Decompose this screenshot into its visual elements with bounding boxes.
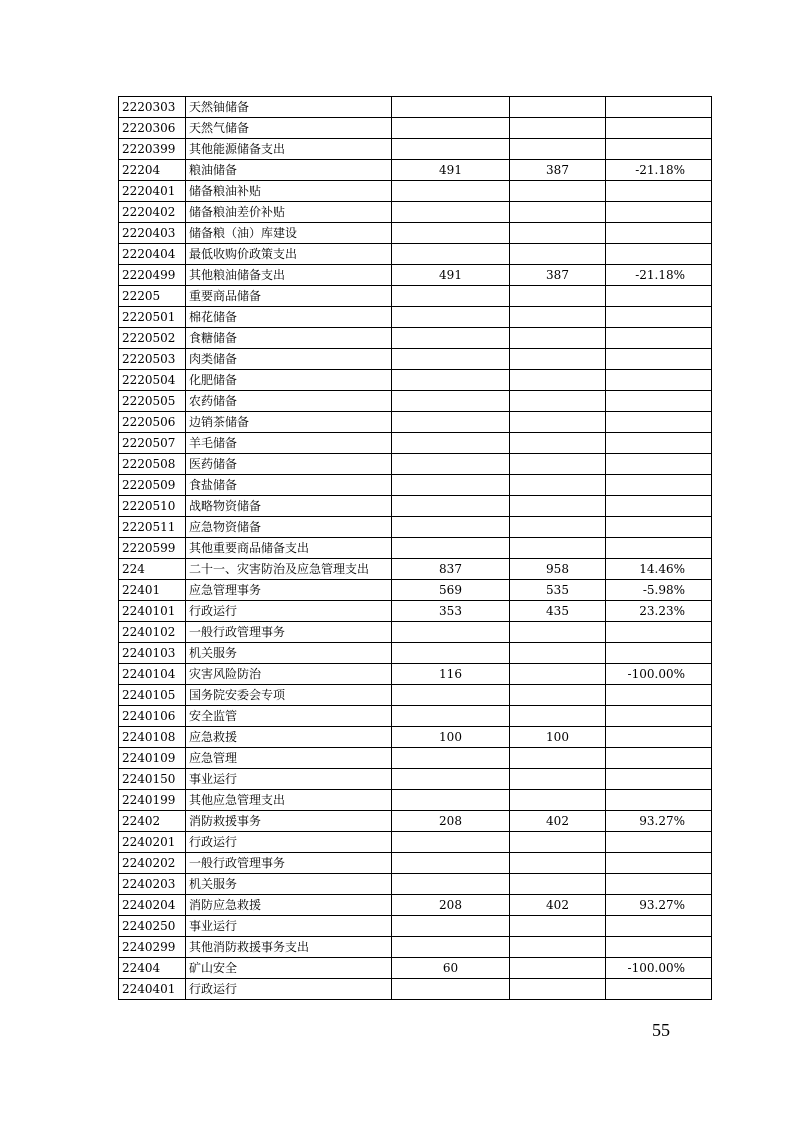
item-code-cell: 2220509 (119, 475, 186, 496)
change-percent-cell (606, 496, 712, 517)
change-percent-cell (606, 223, 712, 244)
item-code-cell: 2220505 (119, 391, 186, 412)
change-percent-cell: -5.98% (606, 580, 712, 601)
current-year-amount-cell (510, 706, 606, 727)
item-code-cell: 2240201 (119, 832, 186, 853)
change-percent-cell: 93.27% (606, 811, 712, 832)
table-row (119, 328, 712, 349)
previous-year-amount-cell (392, 643, 510, 664)
item-code-cell: 2220501 (119, 307, 186, 328)
item-name-cell: 一般行政管理事务 (186, 622, 392, 643)
item-code-cell: 2240105 (119, 685, 186, 706)
current-year-amount-cell: 100 (510, 727, 606, 748)
item-code-cell: 2240199 (119, 790, 186, 811)
previous-year-amount-cell (392, 685, 510, 706)
item-name-cell: 边销茶储备 (186, 412, 392, 433)
item-name-cell: 灾害风险防治 (186, 664, 392, 685)
change-percent-cell (606, 412, 712, 433)
change-percent-cell: 14.46% (606, 559, 712, 580)
table-row (119, 181, 712, 202)
previous-year-amount-cell (392, 706, 510, 727)
previous-year-amount-cell (392, 622, 510, 643)
previous-year-amount-cell (392, 454, 510, 475)
previous-year-amount-cell (392, 475, 510, 496)
item-code-cell: 2240106 (119, 706, 186, 727)
previous-year-amount-cell (392, 286, 510, 307)
item-name-cell: 矿山安全 (186, 958, 392, 979)
table-row (119, 433, 712, 454)
item-name-cell: 天然气储备 (186, 118, 392, 139)
item-name-cell: 应急物资储备 (186, 517, 392, 538)
previous-year-amount-cell: 116 (392, 664, 510, 685)
item-name-cell: 肉类储备 (186, 349, 392, 370)
change-percent-cell (606, 769, 712, 790)
previous-year-amount-cell (392, 874, 510, 895)
previous-year-amount-cell (392, 853, 510, 874)
item-name-cell: 应急管理 (186, 748, 392, 769)
table-row (119, 223, 712, 244)
current-year-amount-cell (510, 979, 606, 1000)
item-code-cell: 2240103 (119, 643, 186, 664)
previous-year-amount-cell (392, 517, 510, 538)
current-year-amount-cell (510, 958, 606, 979)
table-row (119, 307, 712, 328)
current-year-amount-cell: 435 (510, 601, 606, 622)
current-year-amount-cell (510, 853, 606, 874)
current-year-amount-cell (510, 433, 606, 454)
item-name-cell: 储备粮油补贴 (186, 181, 392, 202)
table-row (119, 160, 712, 181)
item-name-cell: 应急救援 (186, 727, 392, 748)
current-year-amount-cell (510, 937, 606, 958)
current-year-amount-cell (510, 874, 606, 895)
item-name-cell: 食盐储备 (186, 475, 392, 496)
table-row (119, 916, 712, 937)
current-year-amount-cell (510, 412, 606, 433)
table-row (119, 685, 712, 706)
item-code-cell: 22404 (119, 958, 186, 979)
change-percent-cell: 93.27% (606, 895, 712, 916)
change-percent-cell (606, 328, 712, 349)
table-row (119, 706, 712, 727)
current-year-amount-cell (510, 685, 606, 706)
change-percent-cell (606, 307, 712, 328)
table-row (119, 790, 712, 811)
item-name-cell: 食糖储备 (186, 328, 392, 349)
item-code-cell: 2220402 (119, 202, 186, 223)
change-percent-cell (606, 517, 712, 538)
current-year-amount-cell (510, 475, 606, 496)
change-percent-cell (606, 181, 712, 202)
current-year-amount-cell (510, 643, 606, 664)
page-number: 55 (652, 1020, 670, 1040)
table-row (119, 475, 712, 496)
change-percent-cell (606, 853, 712, 874)
table-row (119, 979, 712, 1000)
current-year-amount-cell: 387 (510, 265, 606, 286)
item-name-cell: 其他粮油储备支出 (186, 265, 392, 286)
table-row (119, 769, 712, 790)
item-code-cell: 2240204 (119, 895, 186, 916)
previous-year-amount-cell (392, 118, 510, 139)
item-code-cell: 2220503 (119, 349, 186, 370)
item-code-cell: 2240202 (119, 853, 186, 874)
change-percent-cell (606, 706, 712, 727)
previous-year-amount-cell (392, 412, 510, 433)
change-percent-cell (606, 937, 712, 958)
current-year-amount-cell (510, 769, 606, 790)
table-row (119, 832, 712, 853)
item-name-cell: 行政运行 (186, 832, 392, 853)
change-percent-cell (606, 97, 712, 118)
change-percent-cell (606, 433, 712, 454)
current-year-amount-cell (510, 181, 606, 202)
change-percent-cell (606, 916, 712, 937)
previous-year-amount-cell (392, 496, 510, 517)
current-year-amount-cell (510, 244, 606, 265)
current-year-amount-cell (510, 496, 606, 517)
table-row (119, 412, 712, 433)
table-row (119, 244, 712, 265)
item-code-cell: 2220499 (119, 265, 186, 286)
table-row (119, 265, 712, 286)
item-code-cell: 2220510 (119, 496, 186, 517)
previous-year-amount-cell: 353 (392, 601, 510, 622)
change-percent-cell (606, 454, 712, 475)
table-row (119, 580, 712, 601)
current-year-amount-cell: 402 (510, 811, 606, 832)
table-row (119, 97, 712, 118)
current-year-amount-cell: 958 (510, 559, 606, 580)
item-name-cell: 农药储备 (186, 391, 392, 412)
current-year-amount-cell: 387 (510, 160, 606, 181)
item-code-cell: 2240104 (119, 664, 186, 685)
change-percent-cell (606, 538, 712, 559)
item-name-cell: 行政运行 (186, 601, 392, 622)
item-name-cell: 最低收购价政策支出 (186, 244, 392, 265)
budget-table (118, 96, 712, 1000)
item-name-cell: 战略物资储备 (186, 496, 392, 517)
item-code-cell: 2220511 (119, 517, 186, 538)
current-year-amount-cell (510, 454, 606, 475)
table-row (119, 454, 712, 475)
change-percent-cell (606, 475, 712, 496)
item-name-cell: 粮油储备 (186, 160, 392, 181)
current-year-amount-cell (510, 349, 606, 370)
change-percent-cell (606, 832, 712, 853)
current-year-amount-cell (510, 622, 606, 643)
table-row (119, 202, 712, 223)
previous-year-amount-cell (392, 97, 510, 118)
table-row (119, 496, 712, 517)
change-percent-cell (606, 244, 712, 265)
previous-year-amount-cell: 208 (392, 895, 510, 916)
item-code-cell: 2220399 (119, 139, 186, 160)
current-year-amount-cell (510, 391, 606, 412)
previous-year-amount-cell (392, 307, 510, 328)
previous-year-amount-cell: 208 (392, 811, 510, 832)
previous-year-amount-cell (392, 391, 510, 412)
change-percent-cell (606, 748, 712, 769)
current-year-amount-cell (510, 97, 606, 118)
previous-year-amount-cell (392, 202, 510, 223)
previous-year-amount-cell (392, 769, 510, 790)
item-name-cell: 其他应急管理支出 (186, 790, 392, 811)
previous-year-amount-cell (392, 979, 510, 1000)
item-name-cell: 二十一、灾害防治及应急管理支出 (186, 559, 392, 580)
table-body (119, 97, 712, 1000)
previous-year-amount-cell (392, 139, 510, 160)
item-name-cell: 重要商品储备 (186, 286, 392, 307)
table-row (119, 958, 712, 979)
current-year-amount-cell (510, 517, 606, 538)
item-name-cell: 安全监管 (186, 706, 392, 727)
item-code-cell: 2220306 (119, 118, 186, 139)
item-code-cell: 2220401 (119, 181, 186, 202)
item-name-cell: 应急管理事务 (186, 580, 392, 601)
item-code-cell: 2220506 (119, 412, 186, 433)
current-year-amount-cell (510, 118, 606, 139)
item-code-cell: 2220508 (119, 454, 186, 475)
item-code-cell: 2240150 (119, 769, 186, 790)
item-name-cell: 一般行政管理事务 (186, 853, 392, 874)
current-year-amount-cell: 402 (510, 895, 606, 916)
item-code-cell: 2220504 (119, 370, 186, 391)
previous-year-amount-cell (392, 370, 510, 391)
item-code-cell: 2220303 (119, 97, 186, 118)
table-row (119, 643, 712, 664)
item-name-cell: 事业运行 (186, 916, 392, 937)
change-percent-cell: -21.18% (606, 265, 712, 286)
item-code-cell: 2220599 (119, 538, 186, 559)
table-row (119, 853, 712, 874)
change-percent-cell: 23.23% (606, 601, 712, 622)
change-percent-cell: -100.00% (606, 664, 712, 685)
item-code-cell: 2220502 (119, 328, 186, 349)
item-code-cell: 22204 (119, 160, 186, 181)
change-percent-cell (606, 139, 712, 160)
previous-year-amount-cell (392, 244, 510, 265)
item-name-cell: 事业运行 (186, 769, 392, 790)
item-name-cell: 棉花储备 (186, 307, 392, 328)
change-percent-cell (606, 622, 712, 643)
table-row (119, 937, 712, 958)
previous-year-amount-cell (392, 916, 510, 937)
item-name-cell: 消防救援事务 (186, 811, 392, 832)
change-percent-cell (606, 790, 712, 811)
current-year-amount-cell (510, 790, 606, 811)
change-percent-cell (606, 286, 712, 307)
item-code-cell: 22205 (119, 286, 186, 307)
table-row (119, 748, 712, 769)
table-row (119, 874, 712, 895)
item-name-cell: 消防应急救援 (186, 895, 392, 916)
current-year-amount-cell (510, 832, 606, 853)
item-code-cell: 22401 (119, 580, 186, 601)
current-year-amount-cell (510, 286, 606, 307)
current-year-amount-cell (510, 370, 606, 391)
change-percent-cell (606, 727, 712, 748)
current-year-amount-cell: 535 (510, 580, 606, 601)
change-percent-cell (606, 874, 712, 895)
item-name-cell: 天然铀储备 (186, 97, 392, 118)
previous-year-amount-cell: 491 (392, 265, 510, 286)
table-row (119, 139, 712, 160)
previous-year-amount-cell (392, 748, 510, 769)
item-name-cell: 化肥储备 (186, 370, 392, 391)
previous-year-amount-cell: 491 (392, 160, 510, 181)
table-row (119, 559, 712, 580)
current-year-amount-cell (510, 916, 606, 937)
change-percent-cell (606, 202, 712, 223)
item-name-cell: 储备粮油差价补贴 (186, 202, 392, 223)
item-code-cell: 224 (119, 559, 186, 580)
item-name-cell: 医药储备 (186, 454, 392, 475)
item-code-cell: 2220507 (119, 433, 186, 454)
item-code-cell: 2240108 (119, 727, 186, 748)
item-code-cell: 2240203 (119, 874, 186, 895)
table-row (119, 517, 712, 538)
item-name-cell: 机关服务 (186, 874, 392, 895)
change-percent-cell (606, 349, 712, 370)
table-row (119, 391, 712, 412)
change-percent-cell (606, 643, 712, 664)
item-code-cell: 2240401 (119, 979, 186, 1000)
current-year-amount-cell (510, 538, 606, 559)
table-row (119, 286, 712, 307)
change-percent-cell: -21.18% (606, 160, 712, 181)
change-percent-cell (606, 118, 712, 139)
table-row (119, 118, 712, 139)
table-row (119, 349, 712, 370)
item-name-cell: 行政运行 (186, 979, 392, 1000)
item-code-cell: 2220404 (119, 244, 186, 265)
current-year-amount-cell (510, 307, 606, 328)
item-code-cell: 2240250 (119, 916, 186, 937)
item-code-cell: 2240102 (119, 622, 186, 643)
previous-year-amount-cell (392, 328, 510, 349)
table-row (119, 727, 712, 748)
previous-year-amount-cell (392, 181, 510, 202)
item-name-cell: 羊毛储备 (186, 433, 392, 454)
item-code-cell: 2240109 (119, 748, 186, 769)
current-year-amount-cell (510, 202, 606, 223)
item-name-cell: 其他重要商品储备支出 (186, 538, 392, 559)
item-code-cell: 22402 (119, 811, 186, 832)
table-row (119, 895, 712, 916)
table-row (119, 664, 712, 685)
current-year-amount-cell (510, 748, 606, 769)
item-code-cell: 2220403 (119, 223, 186, 244)
previous-year-amount-cell (392, 790, 510, 811)
previous-year-amount-cell: 837 (392, 559, 510, 580)
change-percent-cell (606, 391, 712, 412)
previous-year-amount-cell (392, 937, 510, 958)
current-year-amount-cell (510, 664, 606, 685)
table-row (119, 538, 712, 559)
previous-year-amount-cell: 100 (392, 727, 510, 748)
item-name-cell: 其他能源储备支出 (186, 139, 392, 160)
previous-year-amount-cell (392, 832, 510, 853)
table-row (119, 811, 712, 832)
table-row (119, 601, 712, 622)
change-percent-cell (606, 685, 712, 706)
item-name-cell: 储备粮（油）库建设 (186, 223, 392, 244)
table-row (119, 622, 712, 643)
previous-year-amount-cell (392, 349, 510, 370)
change-percent-cell (606, 979, 712, 1000)
current-year-amount-cell (510, 328, 606, 349)
item-name-cell: 机关服务 (186, 643, 392, 664)
previous-year-amount-cell (392, 538, 510, 559)
table-row (119, 370, 712, 391)
item-name-cell: 其他消防救援事务支出 (186, 937, 392, 958)
previous-year-amount-cell (392, 223, 510, 244)
item-code-cell: 2240299 (119, 937, 186, 958)
item-name-cell: 国务院安委会专项 (186, 685, 392, 706)
item-code-cell: 2240101 (119, 601, 186, 622)
change-percent-cell (606, 370, 712, 391)
current-year-amount-cell (510, 139, 606, 160)
change-percent-cell: -100.00% (606, 958, 712, 979)
previous-year-amount-cell (392, 433, 510, 454)
previous-year-amount-cell: 569 (392, 580, 510, 601)
previous-year-amount-cell: 60 (392, 958, 510, 979)
current-year-amount-cell (510, 223, 606, 244)
